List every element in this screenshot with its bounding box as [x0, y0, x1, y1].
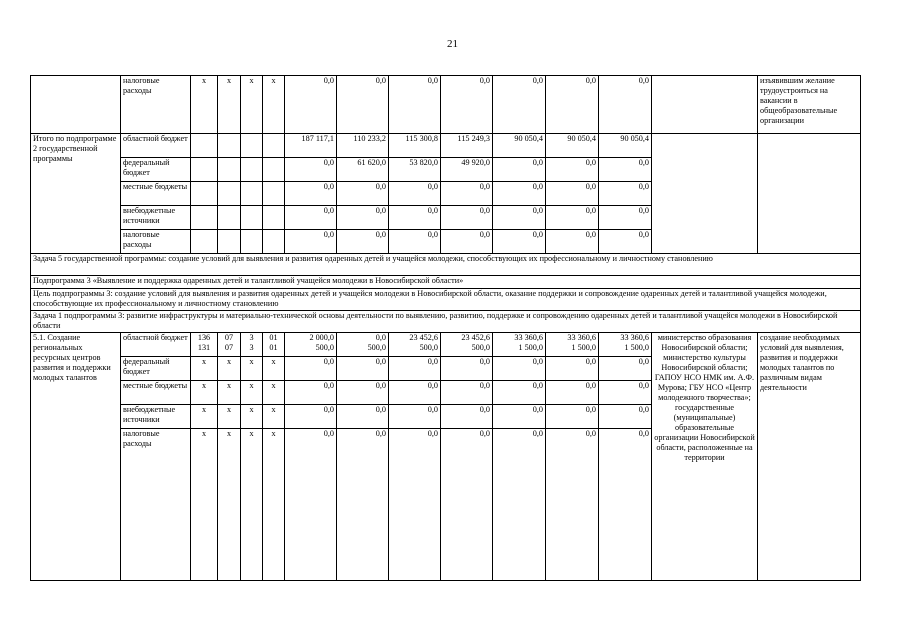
- value-cell: 187 117,1: [285, 134, 337, 158]
- value-cell: 33 360,6 1 500,0: [599, 333, 652, 357]
- table-row: [31, 289, 861, 311]
- value-cell: 110 233,2: [337, 134, 389, 158]
- value-cell: 0,0: [389, 76, 441, 134]
- value-cell: 0,0: [389, 206, 441, 230]
- code-cell: x: [218, 405, 241, 429]
- value-cell: 0,0: [285, 158, 337, 182]
- value-cell: 0,0: [337, 357, 389, 381]
- budget-table: [30, 75, 861, 581]
- value-cell: 0,0: [285, 76, 337, 134]
- code-cell: x: [218, 381, 241, 405]
- value-cell: 90 050,4: [599, 134, 652, 158]
- value-cell: 0,0: [441, 405, 493, 429]
- source-cell: федеральный бюджет: [121, 158, 191, 182]
- value-cell: 0,0: [493, 158, 546, 182]
- table-row: [31, 333, 861, 357]
- executor-cell: министерство образования Новосибирской области; министерство культуры Новосибирской области; ГАПОУ НСО НМК им. А.Ф. Мурова; ГБУ НСО «Центр молодежного творчества»; государственные (муниципальные) образовательные организации Новосибирской области, расположенные на территории: [652, 333, 758, 581]
- value-cell: 0,0: [337, 405, 389, 429]
- value-cell: 2 000,0 500,0: [285, 333, 337, 357]
- code-cell: x: [263, 76, 285, 134]
- value-cell: 0,0: [441, 381, 493, 405]
- value-cell: 0,0: [389, 357, 441, 381]
- value-cell: 0,0: [389, 230, 441, 254]
- value-cell: 0,0: [493, 357, 546, 381]
- value-cell: 0,0: [441, 206, 493, 230]
- code-cell: x: [218, 429, 241, 581]
- value-cell: 0,0: [546, 405, 599, 429]
- code-cell: x: [263, 405, 285, 429]
- code-cell: x: [191, 429, 218, 581]
- value-cell: 90 050,4: [546, 134, 599, 158]
- value-cell: 0,0: [337, 182, 389, 206]
- value-cell: 49 920,0: [441, 158, 493, 182]
- value-cell: 23 452,6 500,0: [441, 333, 493, 357]
- code-cell: x: [241, 429, 263, 581]
- code-cell: x: [191, 357, 218, 381]
- code-cell: x: [218, 357, 241, 381]
- subprogram-banner: Подпрограмма 3 «Выявление и поддержка одаренных детей и талантливой учащейся молодежи в Новосибирской области»: [31, 276, 861, 289]
- value-cell: 0,0: [493, 405, 546, 429]
- value-cell: 0,0: [546, 381, 599, 405]
- value-cell: 0,0: [285, 405, 337, 429]
- code-cell: x: [241, 357, 263, 381]
- value-cell: 0,0: [285, 357, 337, 381]
- value-cell: 0,0: [493, 230, 546, 254]
- value-cell: 0,0: [285, 206, 337, 230]
- code-cell: 136 131: [191, 333, 218, 357]
- code-cell: x: [263, 429, 285, 581]
- code-cell: 01 01: [263, 333, 285, 357]
- value-cell: 0,0: [337, 206, 389, 230]
- code-cell: x: [241, 381, 263, 405]
- result-cell: изъявившим желание трудоустроиться на вакансии в общеобразовательные организации: [758, 76, 861, 134]
- table-row: [31, 276, 861, 289]
- value-cell: 0,0: [493, 429, 546, 581]
- value-cell: 0,0: [546, 158, 599, 182]
- value-cell: 0,0: [285, 230, 337, 254]
- value-cell: 0,0: [285, 381, 337, 405]
- value-cell: 0,0: [493, 381, 546, 405]
- code-cell: x: [191, 381, 218, 405]
- value-cell: 0,0: [493, 182, 546, 206]
- value-cell: 0,0: [441, 182, 493, 206]
- source-cell: налоговые расходы: [121, 429, 191, 581]
- value-cell: 0,0 500,0: [337, 333, 389, 357]
- value-cell: 0,0: [389, 405, 441, 429]
- table-row: [31, 76, 861, 134]
- source-cell: областной бюджет: [121, 333, 191, 357]
- source-cell: налоговые расходы: [121, 230, 191, 254]
- value-cell: 0,0: [546, 230, 599, 254]
- value-cell: 0,0: [337, 381, 389, 405]
- value-cell: 33 360,6 1 500,0: [546, 333, 599, 357]
- total-label: Итого по подпрограмме 2 государственной программы: [31, 134, 121, 254]
- value-cell: 0,0: [599, 206, 652, 230]
- value-cell: 0,0: [493, 206, 546, 230]
- value-cell: 33 360,6 1 500,0: [493, 333, 546, 357]
- value-cell: 0,0: [337, 429, 389, 581]
- code-cell: 3 3: [241, 333, 263, 357]
- result-cell: создание необходимых условий для выявления, развития и поддержки молодых талантов по различным видам деятельности: [758, 333, 861, 581]
- value-cell: 0,0: [599, 357, 652, 381]
- value-cell: 0,0: [389, 381, 441, 405]
- activity-label: 5.1. Создание региональных ресурсных центров развития и поддержки молодых талантов: [31, 333, 121, 581]
- value-cell: 0,0: [599, 405, 652, 429]
- value-cell: 0,0: [389, 182, 441, 206]
- value-cell: 0,0: [599, 381, 652, 405]
- source-cell: местные бюджеты: [121, 381, 191, 405]
- value-cell: 0,0: [441, 429, 493, 581]
- page-number: 21: [447, 38, 458, 50]
- source-cell: местные бюджеты: [121, 182, 191, 206]
- source-cell: налоговые расходы: [121, 76, 191, 134]
- code-cell: x: [241, 405, 263, 429]
- code-cell: x: [263, 381, 285, 405]
- value-cell: 0,0: [546, 429, 599, 581]
- value-cell: 0,0: [337, 76, 389, 134]
- table-row: [31, 254, 861, 276]
- value-cell: 0,0: [337, 230, 389, 254]
- source-cell: областной бюджет: [121, 134, 191, 158]
- value-cell: 0,0: [599, 230, 652, 254]
- value-cell: 0,0: [546, 76, 599, 134]
- value-cell: 90 050,4: [493, 134, 546, 158]
- code-cell: x: [218, 76, 241, 134]
- source-cell: внебюджетные источники: [121, 405, 191, 429]
- executor-cell: [652, 76, 758, 134]
- value-cell: 115 249,3: [441, 134, 493, 158]
- code-cell: 07 07: [218, 333, 241, 357]
- table-row: [31, 311, 861, 333]
- value-cell: 0,0: [285, 429, 337, 581]
- value-cell: 0,0: [441, 76, 493, 134]
- source-cell: федеральный бюджет: [121, 357, 191, 381]
- code-cell: x: [191, 76, 218, 134]
- executor-cell: [652, 134, 758, 254]
- value-cell: 0,0: [546, 206, 599, 230]
- value-cell: 0,0: [389, 429, 441, 581]
- source-cell: внебюджетные источники: [121, 206, 191, 230]
- value-cell: 0,0: [285, 182, 337, 206]
- value-cell: 53 820,0: [389, 158, 441, 182]
- value-cell: 0,0: [441, 230, 493, 254]
- value-cell: 0,0: [441, 357, 493, 381]
- value-cell: 0,0: [546, 182, 599, 206]
- value-cell: 23 452,6 500,0: [389, 333, 441, 357]
- result-cell: [758, 134, 861, 254]
- value-cell: 61 620,0: [337, 158, 389, 182]
- activity-cell: [31, 76, 121, 134]
- value-cell: 0,0: [493, 76, 546, 134]
- table-row: [31, 134, 861, 158]
- code-cell: x: [241, 76, 263, 134]
- task-banner: Задача 1 подпрограммы 3: развитие инфраструктуры и материально-технической основы деятельности по выявлению, развитию, поддержке и сопровождению одаренных детей и талантливой учащейся молодежи в Новосибирской области: [31, 311, 861, 333]
- value-cell: 0,0: [599, 182, 652, 206]
- code-cell: x: [191, 405, 218, 429]
- value-cell: 0,0: [599, 158, 652, 182]
- value-cell: 115 300,8: [389, 134, 441, 158]
- code-cell: x: [263, 357, 285, 381]
- value-cell: 0,0: [599, 76, 652, 134]
- value-cell: 0,0: [546, 357, 599, 381]
- goal-banner: Цель подпрограммы 3: создание условий для выявления и развития одаренных детей и учащейся молодежи в Новосибирской области, оказание поддержки и сопровождение одаренных детей и талантливой учащейся молодежи, способствующие их профессиональному и личностному становлению: [31, 289, 861, 311]
- task-banner: Задача 5 государственной программы: создание условий для выявления и развития одаренных детей и учащейся молодежи, способствующих их профессиональному и личностному становлению: [31, 254, 861, 276]
- value-cell: 0,0: [599, 429, 652, 581]
